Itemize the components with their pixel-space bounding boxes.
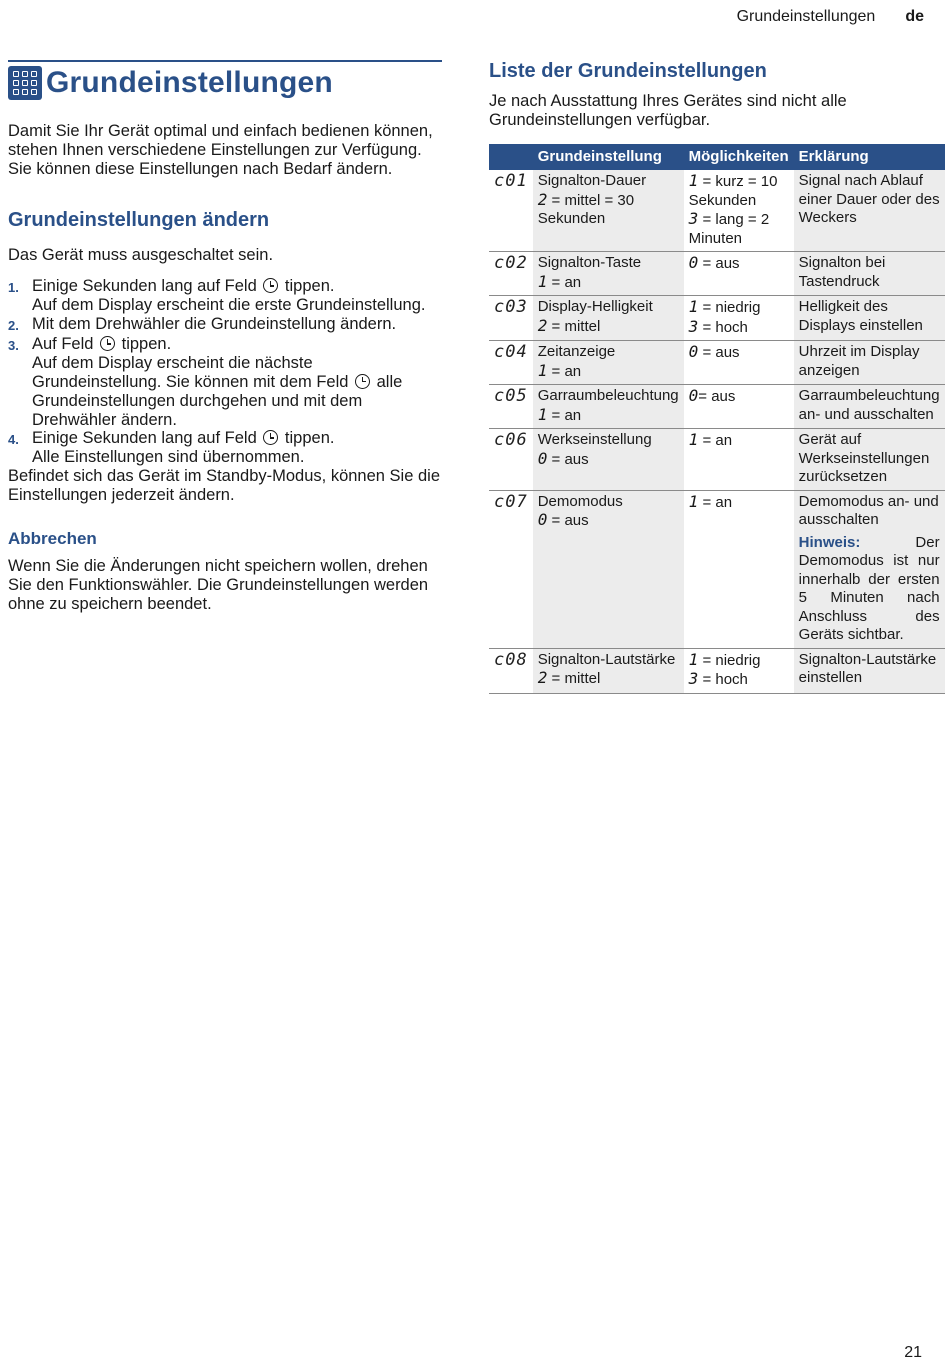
display-digit: 1 bbox=[537, 360, 548, 380]
option-label: = an bbox=[547, 406, 582, 424]
display-digit: 3 bbox=[688, 669, 699, 688]
option-label: = aus bbox=[547, 512, 589, 529]
step-text-end: tippen. bbox=[280, 429, 335, 448]
display-digit: 0 bbox=[688, 342, 699, 361]
setting-code: c01 bbox=[489, 170, 533, 252]
option-label: = hoch bbox=[698, 671, 748, 688]
table-header-options: Möglichkeiten bbox=[684, 144, 794, 170]
setting-code: c08 bbox=[489, 648, 533, 693]
explanation-cell bbox=[794, 170, 945, 252]
table-row bbox=[489, 296, 945, 341]
setting-cell bbox=[533, 296, 684, 341]
display-digit: 1 bbox=[537, 271, 548, 291]
table-row bbox=[489, 341, 945, 385]
table-row bbox=[489, 490, 945, 648]
option-label: = aus bbox=[547, 450, 589, 468]
display-digit: 1 bbox=[688, 649, 699, 669]
display-digit: 2 bbox=[537, 668, 548, 687]
option-item bbox=[689, 387, 789, 407]
display-digit: 0 bbox=[688, 386, 699, 405]
step-text: Einige Sekunden lang auf Feld bbox=[32, 277, 262, 295]
running-header-section: Grundeinstellungen bbox=[736, 8, 876, 25]
display-digit: 1 bbox=[688, 297, 699, 316]
setting-code: c05 bbox=[489, 385, 533, 429]
display-digit: 1 bbox=[537, 404, 548, 424]
cancel-text: Wenn Sie die Änderungen nicht speichern wollen, drehen Sie den Funktionswähler. Die Grundeinstellungen werden ohne zu speichern beendet. bbox=[8, 556, 429, 613]
display-digit: 0 bbox=[537, 510, 548, 529]
step-number: 4. bbox=[8, 432, 19, 448]
option-item bbox=[689, 318, 789, 338]
display-digit: 1 bbox=[688, 171, 699, 190]
table-row bbox=[489, 252, 945, 296]
step-result-end: alle Grundeinstellungen durchgehen und mit dem Drehwähler ändern. bbox=[32, 372, 403, 429]
setting-default-option bbox=[538, 511, 679, 531]
setting-name: Display-Helligkeit bbox=[537, 298, 653, 315]
setting-name: Signalton-Taste bbox=[537, 254, 642, 271]
options-cell bbox=[684, 648, 794, 693]
setting-code: c06 bbox=[489, 429, 533, 491]
option-label: = mittel = 30 Sekunden bbox=[537, 191, 635, 227]
left-column bbox=[8, 60, 442, 614]
display-digit: 2 bbox=[537, 189, 548, 209]
option-label: = an bbox=[547, 273, 582, 291]
option-label: = mittel bbox=[547, 670, 601, 687]
table-row bbox=[489, 170, 945, 252]
change-settings-heading: Grundeinstellungen ändern bbox=[8, 209, 270, 231]
option-label: = an bbox=[698, 432, 733, 449]
clock-icon bbox=[263, 430, 278, 445]
options-cell bbox=[684, 170, 794, 252]
option-label: = kurz = 10 Sekunden bbox=[688, 173, 778, 209]
step-item bbox=[8, 429, 442, 467]
explanation-text: Signalton-Lautstärke einstellen bbox=[798, 650, 937, 686]
cancel-heading: Abbrechen bbox=[8, 528, 97, 548]
explanation-text: Uhrzeit im Display anzeigen bbox=[798, 343, 920, 379]
explanation-cell bbox=[794, 296, 945, 341]
table-row bbox=[489, 648, 945, 693]
setting-code: c02 bbox=[489, 252, 533, 296]
explanation-text: Garraumbeleuchtung an- und ausschalten bbox=[798, 387, 940, 423]
step-result: Alle Einstellungen sind übernommen. bbox=[32, 448, 305, 467]
clock-icon bbox=[355, 374, 370, 389]
explanation-cell bbox=[794, 341, 945, 385]
option-label: = aus bbox=[698, 255, 740, 272]
setting-cell bbox=[533, 252, 684, 296]
explanation-cell bbox=[794, 385, 945, 429]
setting-cell bbox=[533, 385, 684, 429]
main-title-row bbox=[8, 60, 442, 100]
option-label: = an bbox=[698, 493, 733, 511]
settings-grid-icon bbox=[8, 66, 42, 100]
table-header-row bbox=[489, 144, 945, 170]
intro-text: Damit Sie Ihr Gerät optimal und einfach bedienen können, stehen Ihnen verschiedene Einstellungen zur Verfügung. Sie können diese Einstellungen nach Bedarf ändern. bbox=[8, 122, 433, 178]
step-number: 3. bbox=[8, 338, 19, 354]
setting-name: Garraumbeleuchtung bbox=[537, 387, 679, 404]
display-digit: 3 bbox=[688, 316, 699, 336]
setting-code: c07 bbox=[489, 490, 533, 648]
display-digit: 2 bbox=[537, 315, 548, 335]
setting-cell bbox=[533, 429, 684, 491]
option-item bbox=[689, 172, 789, 210]
settings-list-heading: Liste der Grundeinstellungen bbox=[489, 60, 767, 82]
running-header bbox=[737, 8, 924, 26]
table-header-explanation: Erklärung bbox=[794, 144, 945, 170]
explanation-cell bbox=[794, 252, 945, 296]
setting-name: Zeitanzeige bbox=[537, 343, 616, 360]
display-digit: 1 bbox=[688, 491, 699, 511]
hint-label: Hinweis: bbox=[798, 533, 861, 551]
option-item bbox=[689, 493, 789, 513]
table-header-code bbox=[489, 144, 533, 170]
hint-text: Der Demomodus ist nur innerhalb der ersten 5 Minuten nach Anschluss des Geräts sichtbar. bbox=[798, 533, 940, 643]
step-text: Auf Feld bbox=[32, 335, 99, 354]
step-number: 1. bbox=[8, 280, 19, 295]
setting-default-option bbox=[538, 406, 679, 426]
option-item bbox=[689, 210, 789, 248]
right-column bbox=[489, 60, 940, 694]
page-number: 21 bbox=[904, 1344, 922, 1361]
setting-default-option bbox=[538, 669, 679, 689]
option-item bbox=[689, 431, 789, 451]
option-label: = hoch bbox=[698, 318, 748, 336]
steps-list bbox=[8, 277, 442, 467]
explanation-text: Signalton bei Tastendruck bbox=[798, 254, 886, 290]
standby-note: Befindet sich das Gerät im Standby-Modus, können Sie die Einstellungen jederzeit ändern. bbox=[8, 466, 440, 504]
option-item bbox=[689, 651, 789, 671]
option-label: = niedrig bbox=[698, 299, 761, 316]
step-text: Mit dem Drehwähler die Grundeinstellung ändern. bbox=[32, 314, 397, 333]
display-digit: 0 bbox=[537, 448, 548, 468]
explanation-text: Demomodus an- und ausschalten bbox=[798, 492, 939, 528]
setting-default-option bbox=[538, 450, 679, 470]
setting-default-option bbox=[538, 273, 679, 293]
clock-icon bbox=[263, 278, 278, 293]
setting-default-option bbox=[538, 191, 679, 229]
hint-note bbox=[799, 534, 940, 645]
options-cell bbox=[684, 296, 794, 341]
step-result: Auf dem Display erscheint die erste Grundeinstellung. bbox=[32, 295, 426, 314]
step-item bbox=[8, 315, 442, 336]
option-label: = mittel bbox=[547, 317, 601, 335]
explanation-text: Gerät auf Werkseinstellungen zurücksetzen bbox=[798, 431, 930, 485]
explanation-text: Helligkeit des Displays einstellen bbox=[798, 298, 923, 334]
display-digit: 3 bbox=[688, 209, 699, 228]
setting-cell bbox=[533, 170, 684, 252]
setting-code: c04 bbox=[489, 341, 533, 385]
option-label: = an bbox=[547, 362, 582, 380]
precondition-text: Das Gerät muss ausgeschaltet sein. bbox=[8, 246, 274, 264]
table-row bbox=[489, 385, 945, 429]
setting-name: Werkseinstellung bbox=[537, 431, 652, 448]
settings-table bbox=[489, 144, 945, 694]
settings-list-lead: Je nach Ausstattung Ihres Gerätes sind nicht alle Grundeinstellungen verfügbar. bbox=[489, 92, 847, 129]
option-label: = aus bbox=[698, 344, 740, 361]
options-cell bbox=[684, 252, 794, 296]
display-digit: 0 bbox=[688, 253, 699, 272]
options-cell bbox=[684, 429, 794, 491]
setting-name: Demomodus bbox=[537, 492, 623, 510]
step-number: 2. bbox=[8, 317, 19, 333]
setting-code: c03 bbox=[489, 296, 533, 341]
setting-default-option bbox=[538, 317, 679, 337]
language-code: de bbox=[905, 8, 924, 25]
clock-icon bbox=[100, 336, 115, 351]
options-cell bbox=[684, 341, 794, 385]
setting-name: Signalton-Dauer bbox=[537, 172, 647, 189]
step-result: Auf dem Display erscheint die nächste Grundeinstellung. Sie können mit dem Feld bbox=[32, 354, 354, 391]
options-cell bbox=[684, 385, 794, 429]
explanation-cell bbox=[794, 490, 945, 648]
setting-default-option bbox=[538, 362, 679, 382]
options-cell bbox=[684, 490, 794, 648]
display-digit: 1 bbox=[688, 430, 699, 449]
setting-cell bbox=[533, 341, 684, 385]
step-item bbox=[8, 277, 442, 315]
option-item bbox=[689, 298, 789, 318]
step-text-end: tippen. bbox=[280, 277, 335, 295]
page-title: Grundeinstellungen bbox=[46, 66, 333, 99]
step-text-end: tippen. bbox=[117, 335, 172, 354]
option-item bbox=[689, 670, 789, 690]
explanation-cell bbox=[794, 429, 945, 491]
explanation-cell bbox=[794, 648, 945, 693]
option-label: = niedrig bbox=[698, 651, 761, 669]
option-item bbox=[689, 343, 789, 363]
step-text: Einige Sekunden lang auf Feld bbox=[32, 429, 262, 448]
option-label: = lang = 2 Minuten bbox=[688, 211, 770, 247]
settings-table-body bbox=[489, 170, 945, 693]
step-item bbox=[8, 335, 442, 429]
option-label: = aus bbox=[698, 388, 736, 405]
table-header-setting: Grundeinstellung bbox=[533, 144, 684, 170]
option-item bbox=[689, 254, 789, 274]
setting-cell bbox=[533, 648, 684, 693]
explanation-text: Signal nach Ablauf einer Dauer oder des Weckers bbox=[798, 172, 940, 226]
table-row bbox=[489, 429, 945, 491]
setting-name: Signalton-Lautstärke bbox=[537, 650, 676, 668]
setting-cell bbox=[533, 490, 684, 648]
